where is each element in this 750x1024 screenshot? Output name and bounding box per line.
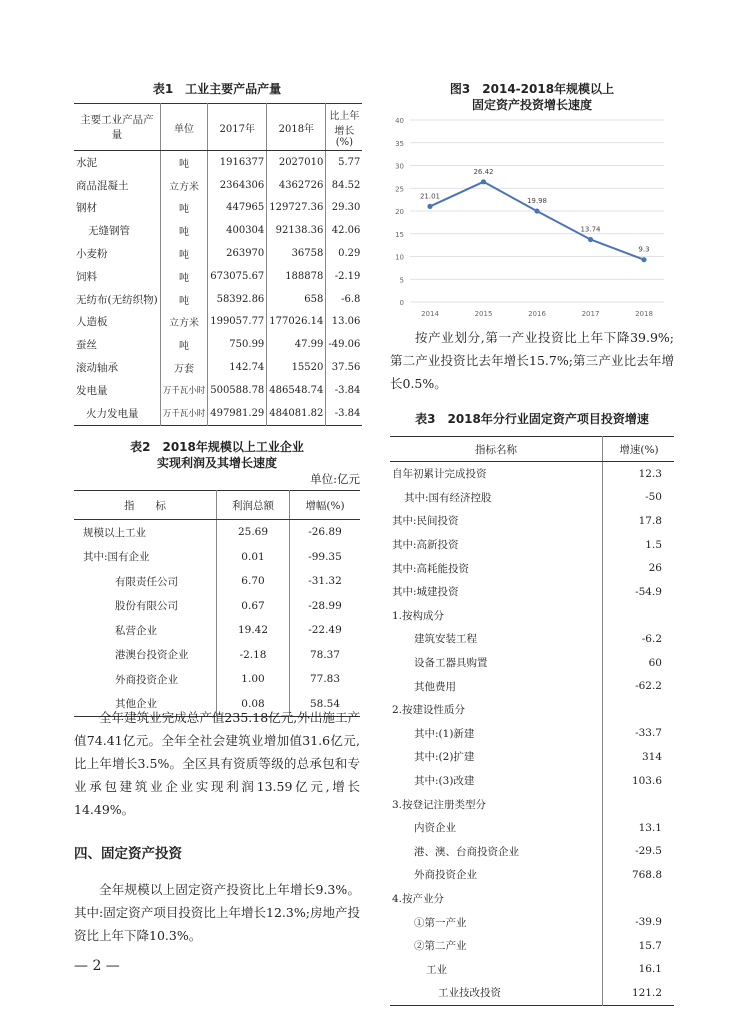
table-row: 工业 16.1	[390, 957, 674, 981]
table-row: 外商投资企业 1.00 77.83	[74, 667, 360, 692]
data-label: 21.01	[419, 192, 441, 201]
data-point	[427, 204, 432, 209]
table-row: 股份有限公司 0.67 -28.99	[74, 594, 360, 619]
table-row: 有限责任公司 6.70 -31.32	[74, 569, 360, 594]
table-row: 工业技改投资 121.2	[390, 981, 674, 1005]
table-row: 规模以上工业 25.69 -26.89	[74, 520, 360, 545]
t2-header-profit: 利润总额	[217, 491, 290, 520]
table3-investment-growth	[390, 436, 674, 1006]
paragraph-by-industry: 按产业划分,第一产业投资比上年下降39.9%;第二产业投资比去年增长15.7%;第三产业比去年增长0.5%。	[390, 330, 674, 391]
t2-header-indicator: 指 标	[74, 491, 217, 520]
table-row: ②第二产业 15.7	[390, 934, 674, 958]
paragraph-fixed-asset-investment: 全年规模以上固定资产投资比上年增长9.3%。其中:固定资产项目投资比上年增长12.3%;房地产投资比上年下降10.3%。	[74, 882, 360, 943]
t1-header-unit: 单位	[160, 104, 208, 151]
table-row: 其中:(1)新建 -33.7	[390, 722, 674, 746]
table-row: 滚动轴承 万套 142.74 15520 37.56	[74, 356, 362, 379]
table-row: 3.按登记注册类型分	[390, 792, 674, 816]
t1-header-2017: 2017年	[208, 104, 267, 151]
data-point	[641, 257, 646, 262]
t2-header-growth: 增幅(%)	[290, 491, 361, 520]
table-row: 小麦粉 吨 263970 36758 0.29	[74, 242, 362, 265]
y-tick-label: 0	[399, 299, 404, 307]
y-tick-label: 40	[395, 117, 404, 125]
table-row: 饲料 吨 673075.67 188878 -2.19	[74, 265, 362, 288]
y-tick-label: 30	[395, 162, 404, 171]
t3-header-growth: 增速(%)	[603, 437, 675, 462]
table-row: 蚕丝 吨 750.99 47.99 -49.06	[74, 333, 362, 356]
table-row: 2.按建设性质分	[390, 698, 674, 722]
figure3-caption-line2: 固定资产投资增长速度	[471, 98, 592, 112]
paragraph-construction: 全年建筑业完成总产值235.18亿元,外出施工产值74.41亿元。全年全社会建筑业增加值31.6亿元,比上年增长3.5%。全区具有资质等级的总承包和专业承包建筑业企业实现利润13.59亿元,增长14.49%。	[74, 710, 360, 817]
data-point	[534, 208, 539, 213]
x-tick-label: 2014	[421, 310, 439, 318]
t1-header-2018: 2018年	[267, 104, 326, 151]
series-line	[430, 182, 644, 260]
section-heading-fixed-assets: 四、固定资产投资	[74, 846, 182, 862]
t1-header-growth: 比上年增长(%)	[326, 104, 363, 151]
table2-caption-line2: 实现利润及其增长速度	[156, 456, 277, 470]
y-tick-label: 15	[395, 230, 404, 239]
table-row: 人造板 立方米 199057.77 177026.14 13.06	[74, 311, 362, 334]
t3-header-indicator: 指标名称	[390, 437, 603, 462]
table-row: 其中:国有经济控股 -50	[390, 486, 674, 510]
table-row: 其他企业 0.08 58.54	[74, 692, 360, 717]
table-row: 1.按构成分	[390, 604, 674, 628]
table-row: 其他费用 -62.2	[390, 674, 674, 698]
table-row: 钢材 吨 447965 129727.36 29.30	[74, 197, 362, 220]
data-label: 26.42	[473, 167, 494, 176]
table-row: 水泥 吨 1916377 2027010 5.77	[74, 151, 362, 174]
table-row: 商品混凝土 立方米 2364306 4362726 84.52	[74, 174, 362, 197]
t1-header-product: 主要工业产品产量	[74, 104, 160, 151]
table-row: 其中:高耗能投资 26	[390, 556, 674, 580]
table-row: 其中:(3)改建 103.6	[390, 769, 674, 793]
table1-caption: 表1 工业主要产品产量	[152, 82, 282, 96]
y-tick-label: 5	[399, 276, 404, 285]
y-tick-label: 20	[395, 208, 404, 216]
table-row: 其中:高新投资 1.5	[390, 533, 674, 557]
table-row: 内资企业 13.1	[390, 816, 674, 840]
x-tick-label: 2015	[474, 310, 493, 318]
line-chart	[388, 112, 676, 322]
table-row: 外商投资企业 768.8	[390, 863, 674, 887]
x-tick-label: 2018	[635, 310, 653, 318]
data-label: 19.98	[526, 197, 548, 206]
figure3-caption-line1: 图3 2014-2018年规模以上	[449, 82, 615, 96]
table2-unit: 单位:亿元	[310, 472, 360, 486]
table-row: 建筑安装工程 -6.2	[390, 627, 674, 651]
table-row: 火力发电量 万千瓦小时 497981.29 484081.82 -3.84	[74, 402, 362, 425]
table-row: 私营企业 19.42 -22.49	[74, 618, 360, 643]
table-row: 港、澳、台商投资企业 -29.5	[390, 840, 674, 864]
table-row: 其中:国有企业 0.01 -99.35	[74, 545, 360, 570]
table-row: 其中:城建投资 -54.9	[390, 580, 674, 604]
table-row: ①第一产业 -39.9	[390, 910, 674, 934]
data-label: 9.3	[638, 245, 650, 254]
table-row: 设备工器具购置 60	[390, 651, 674, 675]
table-row: 自年初累计完成投资 12.3	[390, 462, 674, 486]
table2-caption-line1: 表2 2018年规模以上工业企业	[130, 440, 304, 454]
data-label: 13.74	[580, 225, 601, 234]
table-row: 无纺布(无纺织物) 吨 58392.86 658 -6.8	[74, 288, 362, 311]
y-tick-label: 35	[395, 139, 404, 148]
table-row: 4.按产业分	[390, 887, 674, 911]
table-row: 港澳台投资企业 -2.18 78.37	[74, 643, 360, 668]
data-point	[481, 179, 486, 184]
y-tick-label: 10	[395, 253, 404, 262]
table-row: 其中:民间投资 17.8	[390, 509, 674, 533]
table3-caption: 表3 2018年分行业固定资产项目投资增速	[415, 412, 649, 426]
page-number: — 2 —	[74, 958, 120, 974]
table-row: 其中:(2)扩建 314	[390, 745, 674, 769]
table1-product-output	[74, 103, 362, 426]
table2-profit	[74, 490, 360, 717]
x-tick-label: 2017	[581, 310, 600, 318]
x-tick-label: 2016	[528, 310, 546, 318]
data-point	[588, 237, 593, 242]
table-row: 无缝钢管 吨 400304 92138.36 42.06	[74, 219, 362, 242]
y-tick-label: 25	[395, 185, 404, 194]
table-row: 发电量 万千瓦小时 500588.78 486548.74 -3.84	[74, 379, 362, 402]
